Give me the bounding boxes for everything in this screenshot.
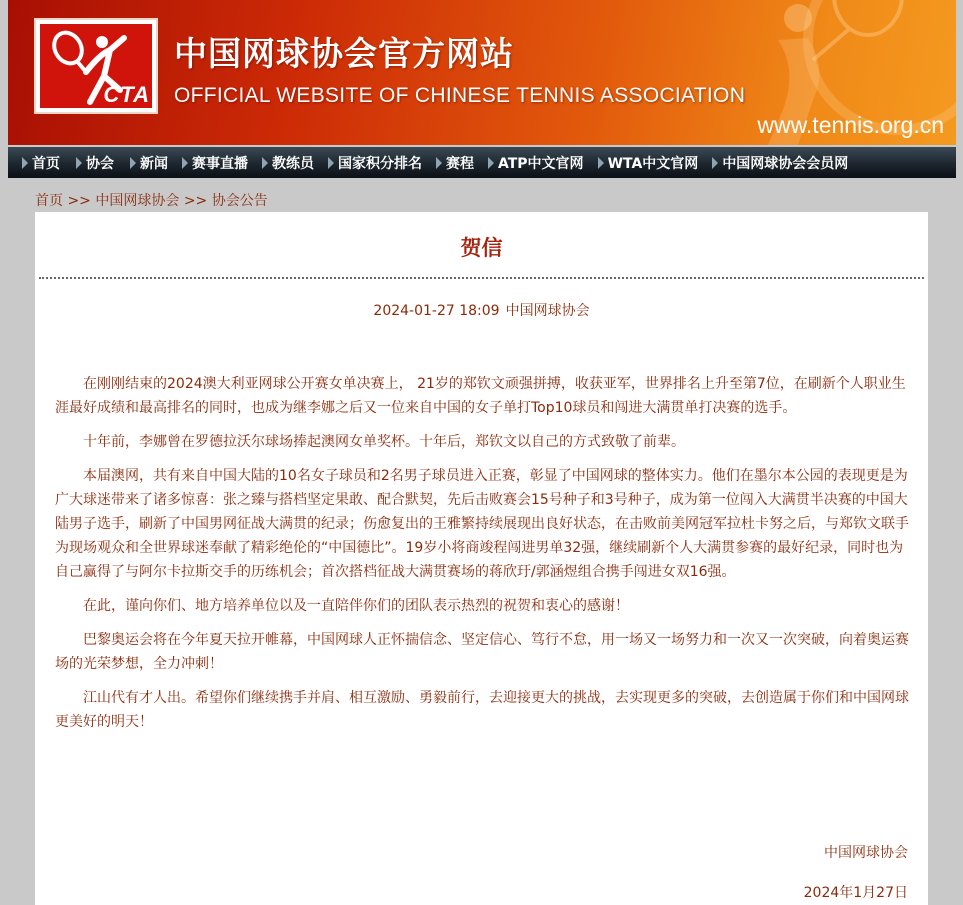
article-container — [35, 212, 928, 905]
article-body — [55, 372, 910, 744]
article-title: 贺信 — [460, 236, 503, 260]
site-title-en: OFFICIAL WEBSITE OF CHINESE TENNIS ASSOCIATION — [174, 84, 746, 107]
nav-item-rankings[interactable]: 国家积分排名 — [328, 147, 422, 178]
article-datetime: 2024-01-27 18:09 — [373, 303, 500, 319]
nav-item-atp[interactable]: ATP中文官网 — [488, 147, 584, 178]
article-signature: 中国网球协会 — [824, 845, 908, 861]
nav-arrow-icon — [436, 157, 442, 169]
nav-item-live[interactable]: 赛事直播 — [182, 147, 248, 178]
nav-arrow-icon — [488, 157, 494, 169]
article-paragraph: 本届澳网，共有来自中国大陆的10名女子球员和2名男子球员进入正赛，彰显了中国网球的整体实力。他们在墨尔本公园的表现更是为广大球迷带来了诸多惊喜：张之臻与搭档坚定果敢、配合默契，先后击败赛会15号种子和3号种子，成为第一位闯入大满贯半决赛的中国大陆男子选手，刷新了中国男网征战大满贯的纪录；伤愈复出的王雅繁持续展现出良好状态，在击败前美网冠军拉杜卡努之后，与郑钦文联手为现场观众和全世界球迷奉献了精彩绝伦的“中国德比”。19岁小将商竣程闯进男单32强，继续刷新个人大满贯参赛的最好纪录，同时也为自己赢得了与阿尔卡拉斯交手的历练机会；首次搭档征战大满贯赛场的蒋欣玗/郭涵煜组合携手闯进女双16强。 — [55, 468, 909, 580]
breadcrumb-separator: >> — [67, 193, 91, 209]
article-source: 中国网球协会 — [505, 303, 590, 319]
breadcrumb — [35, 190, 268, 210]
breadcrumb-page[interactable]: 协会公告 — [211, 193, 268, 209]
nav-arrow-icon — [22, 157, 28, 169]
nav-item-home[interactable]: 首页 — [22, 147, 60, 178]
cta-logo[interactable] — [34, 18, 158, 114]
article-paragraph: 在刚刚结束的2024澳大利亚网球公开赛女单决赛上， 21岁的郑钦文顽强拼搏，收获亚军，世界排名上升至第7位，在刷新个人职业生涯最好成绩和最高排名的同时，也成为继李娜之后又一位来自中国的女子单打Top10球员和闯进大满贯单打决赛的选手。 — [55, 376, 906, 416]
logo-text: CTA — [103, 82, 150, 107]
nav-item-coaches[interactable]: 教练员 — [262, 147, 314, 178]
nav-arrow-icon — [130, 157, 136, 169]
nav-item-association[interactable]: 协会 — [76, 147, 114, 178]
article-meta — [35, 300, 928, 320]
breadcrumb-home[interactable]: 首页 — [35, 193, 63, 209]
main-nav — [8, 147, 956, 178]
site-url: www.tennis.org.cn — [757, 112, 944, 138]
nav-item-news[interactable]: 新闻 — [130, 147, 168, 178]
site-title-cn: 中国网球协会官方网站 — [174, 34, 514, 73]
article-paragraph: 十年前，李娜曾在罗德拉沃尔球场捧起澳网女单奖杯。十年后，郑钦文以自己的方式致敬了前辈。 — [83, 434, 685, 450]
article-paragraph: 巴黎奥运会将在今年夏天拉开帷幕，中国网球人正怀揣信念、坚定信心、笃行不怠，用一场又一场努力和一次又一次突破，向着奥运赛场的光荣梦想，全力冲刺！ — [55, 632, 909, 672]
nav-item-wta[interactable]: WTA中文官网 — [598, 147, 699, 178]
title-divider — [39, 277, 924, 279]
nav-arrow-icon — [598, 157, 604, 169]
nav-arrow-icon — [76, 157, 82, 169]
breadcrumb-separator: >> — [183, 193, 208, 209]
nav-item-schedule[interactable]: 赛程 — [436, 147, 474, 178]
nav-arrow-icon — [182, 157, 188, 169]
nav-arrow-icon — [328, 157, 334, 169]
article-sign-date: 2024年1月27日 — [803, 885, 908, 901]
site-banner — [8, 0, 956, 145]
breadcrumb-section[interactable]: 中国网球协会 — [95, 193, 180, 209]
nav-arrow-icon — [262, 157, 268, 169]
nav-item-members[interactable]: 中国网球协会会员网 — [712, 147, 848, 178]
article-paragraph: 在此，谨向你们、地方培养单位以及一直陪伴你们的团队表示热烈的祝贺和衷心的感谢！ — [83, 598, 629, 614]
article-paragraph: 江山代有才人出。希望你们继续携手并肩、相互激励、勇毅前行，去迎接更大的挑战，去实现更多的突破，去创造属于你们和中国网球更美好的明天！ — [55, 690, 909, 730]
nav-arrow-icon — [712, 157, 718, 169]
